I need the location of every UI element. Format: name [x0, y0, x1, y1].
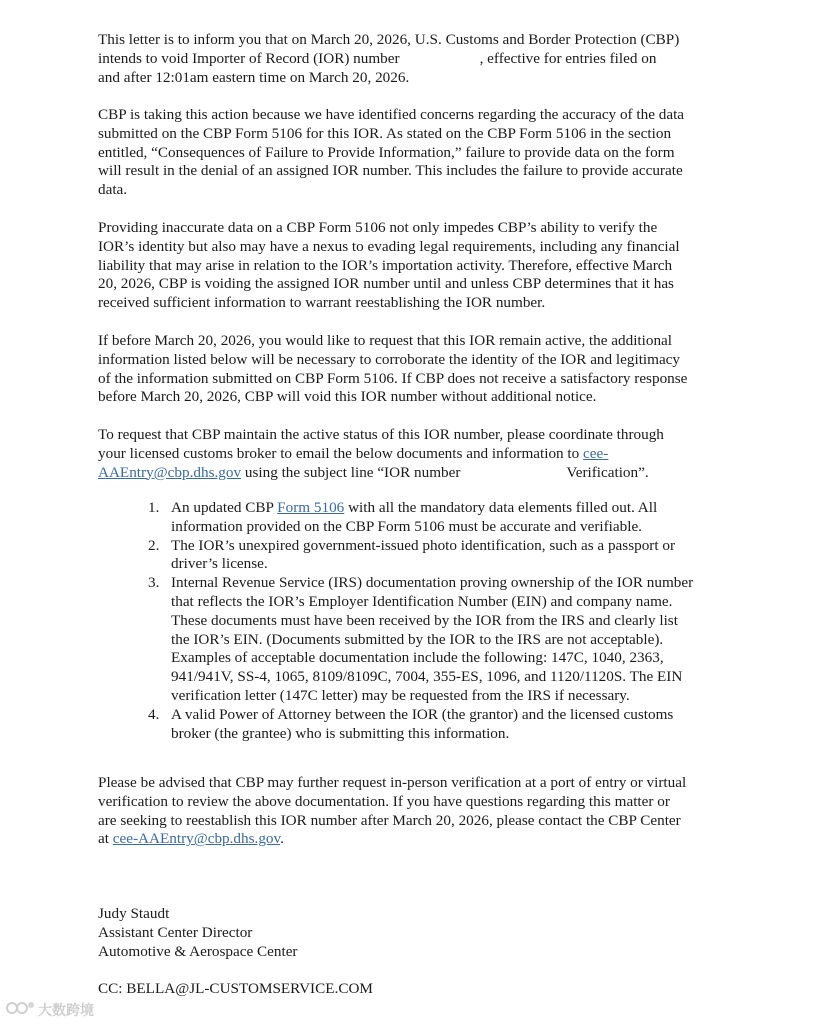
paragraph-reason	[98, 106, 738, 200]
text-line: verification to review the above documentation. If you have questions regarding this matter or	[98, 792, 670, 810]
list-number: 1.	[148, 499, 160, 516]
text-line: Please be advised that CBP may further request in-person verification at a port of entry or virtual	[98, 774, 687, 791]
paragraph-inaccurate-data	[98, 219, 738, 313]
text-fragment: , effective for entries filed on	[479, 49, 657, 67]
text-line	[171, 499, 751, 518]
email-link[interactable]: AAEntry@cbp.dhs.gov	[98, 463, 242, 481]
text-fragment: with all the mandatory data elements filled out. All	[344, 499, 658, 516]
text-line: IOR’s identity but also may have a nexus to evading legal requirements, including any financial	[98, 237, 680, 255]
text-fragment: Verification”.	[566, 463, 649, 481]
text-line: If before March 20, 2026, you would like to request that this IOR remain active, the additional	[98, 332, 673, 349]
list-number: 4.	[148, 705, 160, 723]
text-line	[98, 50, 738, 69]
paragraph-in-person-verification	[98, 774, 738, 849]
text-line: To request that CBP maintain the active status of this IOR number, please coordinate through	[98, 426, 664, 443]
paragraph-how-to-request	[98, 426, 738, 482]
text-line: 941/941V, SS-4, 1065, 8109/8109C, 7004, 355-ES, 1096, and 1120/1120S. The EIN	[171, 668, 683, 686]
text-line: driver’s license.	[171, 555, 268, 573]
text-line: This letter is to inform you that on March 20, 2026, U.S. Customs and Border Protection (CBP)	[98, 31, 680, 48]
text-line: will result in the denial of an assigned IOR number. This includes the failure to provide accurate	[98, 162, 683, 180]
text-line	[98, 445, 738, 464]
cc-line: CC: BELLA@JL-CUSTOMSERVICE.COM	[98, 980, 373, 997]
email-link[interactable]: cee-AAEntry@cbp.dhs.gov	[112, 830, 281, 848]
text-line: the IOR’s EIN. (Documents submitted by the IOR to the IRS are not acceptable).	[171, 630, 664, 648]
text-line: verification letter (147C letter) may be requested from the IRS if necessary.	[171, 686, 630, 704]
list-item	[148, 536, 751, 575]
paragraph-void-notice	[98, 31, 738, 87]
email-link[interactable]: cee-	[583, 444, 609, 462]
text-line: and after 12:01am eastern time on March 20, 2026.	[98, 68, 410, 86]
text-line: A valid Power of Attorney between the IOR (the grantor) and the licensed customs	[171, 705, 674, 723]
text-line: information provided on the CBP Form 5106 must be accurate and verifiable.	[171, 517, 642, 535]
watermark	[6, 1000, 94, 1022]
text-line: CBP is taking this action because we have identified concerns regarding the accuracy of the data	[98, 106, 685, 123]
text-fragment: .	[280, 830, 284, 848]
text-fragment: An updated CBP	[171, 499, 278, 516]
text-line: broker (the grantee) who is submitting this information.	[171, 724, 510, 742]
list-item	[148, 705, 751, 744]
list-item	[148, 574, 751, 706]
text-fragment: your licensed customs broker to email the below documents and information to	[98, 444, 580, 462]
signer-title: Assistant Center Director	[98, 923, 253, 941]
signature-block	[98, 905, 298, 961]
text-line: of the information submitted on CBP Form 5106. If CBP does not receive a satisfactory response	[98, 369, 688, 387]
text-line: Internal Revenue Service (IRS) documentation proving ownership of the IOR number	[171, 574, 694, 592]
watermark-text: 大数跨境	[38, 1002, 94, 1019]
watermark-logo-icon	[6, 1000, 36, 1022]
paragraph-request-active	[98, 332, 738, 407]
requirements-list	[148, 499, 751, 743]
form-5106-link[interactable]: Form 5106	[277, 499, 345, 516]
list-item	[148, 499, 751, 537]
text-line: are seeking to reestablish this IOR number after March 20, 2026, please contact the CBP Center	[98, 811, 681, 829]
text-line: Providing inaccurate data on a CBP Form 5106 not only impedes CBP’s ability to verify the	[98, 219, 658, 236]
signer-name: Judy Staudt	[98, 905, 170, 922]
list-number: 2.	[148, 536, 160, 554]
text-line: 20, 2026, CBP is voiding the assigned IOR number until and unless CBP determines that it has	[98, 275, 674, 293]
text-line: The IOR’s unexpired government-issued photo identification, such as a passport or	[171, 536, 676, 554]
text-line: liability that may arise in relation to the IOR’s importation activity. Therefore, effective March	[98, 256, 673, 274]
signer-center: Automotive & Aerospace Center	[98, 942, 298, 960]
text-line: Examples of acceptable documentation include the following: 147C, 1040, 2363,	[171, 649, 664, 667]
text-fragment: intends to void Importer of Record (IOR) number	[98, 49, 400, 67]
text-fragment: at	[98, 830, 113, 848]
list-number: 3.	[148, 574, 160, 592]
text-line: entitled, “Consequences of Failure to Provide Information,” failure to provide data on the form	[98, 143, 675, 161]
text-line: information listed below will be necessary to corroborate the identity of the IOR and legitimacy	[98, 350, 681, 368]
text-line	[98, 830, 738, 849]
text-line: that reflects the IOR’s Employer Identification Number (EIN) and company name.	[171, 592, 673, 610]
text-line: received sufficient information to warrant reestablishing the IOR number.	[98, 294, 546, 312]
text-line	[98, 464, 738, 483]
text-line: submitted on the CBP Form 5106 for this IOR. As stated on the CBP Form 5106 in the section	[98, 124, 672, 142]
text-line: before March 20, 2026, CBP will void this IOR number without additional notice.	[98, 388, 597, 406]
text-line: These documents must have been received by the IOR from the IRS and clearly list	[171, 611, 678, 629]
text-line: data.	[98, 181, 128, 199]
text-fragment: using the subject line “IOR number	[241, 463, 461, 481]
